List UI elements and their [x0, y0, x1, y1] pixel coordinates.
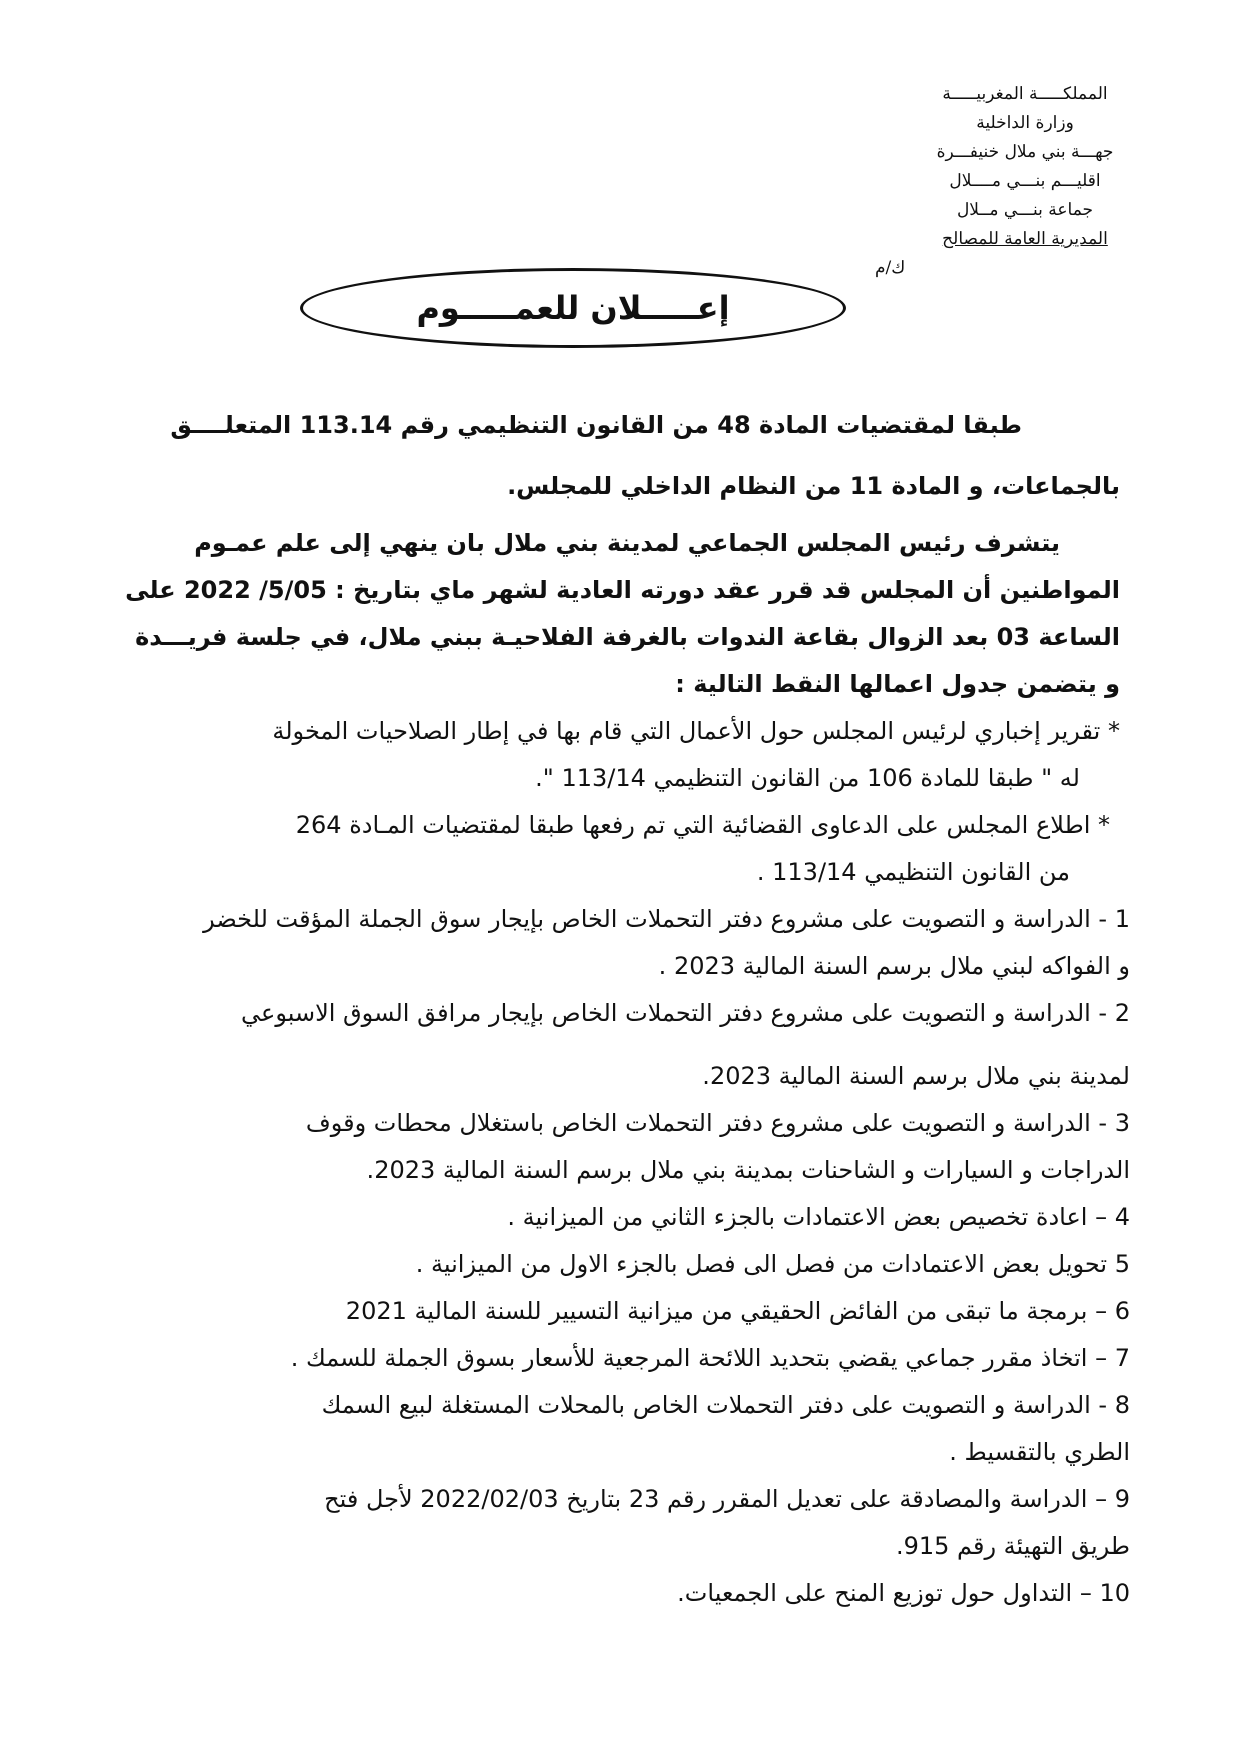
announcement-line-2: المواطنين أن المجلس قد قرر عقد دورته العادية لشهر ماي بتاريخ : 5/05/ 2022 على: [125, 576, 1120, 604]
agenda-item: [90, 1241, 1130, 1288]
agenda-item-3-line-1: 3 - الدراسة و التصويت على مشروع دفتر التحملات الخاص باستغلال محطات وقوف: [305, 1109, 1130, 1137]
intro-line-1: طبقا لمقتضيات المادة 48 من القانون التنظيمي رقم 113.14 المتعلــــق: [170, 411, 1022, 439]
letterhead-commune: جماعة بنـــي مــلال: [956, 200, 1094, 220]
agenda-item-10: 10 – التداول حول توزيع المنح على الجمعيات.: [677, 1579, 1130, 1607]
star-item-1-line-1: * تقرير إخباري لرئيس المجلس حول الأعمال التي قام بها في إطار الصلاحيات المخولة: [272, 717, 1120, 745]
agenda-star-item: [90, 802, 1120, 896]
agenda-item: [45, 896, 1130, 990]
star-item-2-line-1: * اطلاع المجلس على الدعاوى القضائية التي تم رفعها طبقا لمقتضيات المـادة 264: [295, 811, 1110, 839]
announcement-line-1: يتشرف رئيس المجلس الجماعي لمدينة بني ملال بان ينهي إلى علم عمـوم: [194, 529, 1060, 557]
announcement-line-3: الساعة 03 بعد الزوال بقاعة الندوات بالغرفة الفلاحيـة ببني ملال، في جلسة فريـــدة: [135, 623, 1120, 651]
letterhead-region: جهـــة بني ملال خنيفـــرة: [936, 142, 1114, 162]
agenda-item: [90, 1100, 1130, 1194]
page-title: إعـــــلان للعمـــــوم: [416, 289, 730, 327]
agenda-item: [90, 1476, 1130, 1570]
announcement-paragraph: [90, 520, 1120, 708]
agenda-item-9-line-1: 9 – الدراسة والمصادقة على تعديل المقرر رقم 23 بتاريخ 2022/02/03 لأجل فتح: [324, 1485, 1130, 1513]
agenda-item-8-line-2: الطري بالتقسيط .: [949, 1438, 1130, 1466]
agenda-item-2-line-2: لمدينة بني ملال برسم السنة المالية 2023.: [702, 1062, 1130, 1090]
agenda-item-4: 4 – اعادة تخصيص بعض الاعتمادات بالجزء الثاني من الميزانية .: [507, 1203, 1130, 1231]
agenda-item-3-line-2: الدراجات و السيارات و الشاحنات بمدينة بني ملال برسم السنة المالية 2023.: [366, 1156, 1130, 1184]
letterhead-province: اقليـــم بنـــي مــــلال: [949, 171, 1101, 191]
announcement-line-4: و يتضمن جدول اعمالها النقط التالية :: [675, 670, 1120, 698]
agenda-item: [90, 1382, 1130, 1476]
agenda-item-5: 5 تحويل بعض الاعتمادات من فصل الى فصل بالجزء الاول من الميزانية .: [415, 1250, 1130, 1278]
letterhead: [845, 80, 1205, 283]
title-oval: [300, 268, 846, 348]
letterhead-ministry: وزارة الداخلية: [976, 113, 1074, 133]
agenda-item: [90, 1335, 1130, 1382]
agenda-item-1-line-2: و الفواكه لبني ملال برسم السنة المالية 2023 .: [658, 952, 1130, 980]
agenda-star-item: [90, 708, 1120, 802]
agenda-item: [90, 1288, 1130, 1335]
agenda-item-8-line-1: 8 - الدراسة و التصويت على دفتر التحملات الخاص بالمحلات المستغلة لبيع السمك: [321, 1391, 1130, 1419]
intro-line-2: بالجماعات، و المادة 11 من النظام الداخلي للمجلس.: [507, 472, 1120, 500]
star-item-2-line-2: من القانون التنظيمي 113/14 .: [756, 858, 1070, 886]
letterhead-reference: ك/م: [875, 258, 906, 278]
document-body: [90, 402, 1130, 1617]
agenda-item-9-line-2: طريق التهيئة رقم 915.: [895, 1532, 1130, 1560]
agenda-item: [90, 1194, 1130, 1241]
agenda-item-2-line-1: 2 - الدراسة و التصويت على مشروع دفتر التحملات الخاص بإيجار مرافق السوق الاسبوعي: [241, 999, 1130, 1027]
agenda-item: [90, 1570, 1130, 1617]
agenda-item-7: 7 – اتخاذ مقرر جماعي يقضي بتحديد اللائحة المرجعية للأسعار بسوق الجملة للسمك .: [290, 1344, 1130, 1372]
letterhead-kingdom: المملكـــــة المغربيـــــة: [942, 84, 1108, 104]
star-item-1-line-2: له " طبقا للمادة 106 من القانون التنظيمي 113/14 ".: [535, 764, 1080, 792]
agenda-item-6: 6 – برمجة ما تبقى من الفائض الحقيقي من ميزانية التسيير للسنة المالية 2021: [345, 1297, 1130, 1325]
agenda-item: [90, 990, 1130, 1100]
letterhead-directorate: المديرية العامة للمصالح: [942, 229, 1108, 249]
agenda-item-1-line-1: 1 - الدراسة و التصويت على مشروع دفتر التحملات الخاص بإيجار سوق الجملة المؤقت للخضر: [203, 905, 1130, 933]
